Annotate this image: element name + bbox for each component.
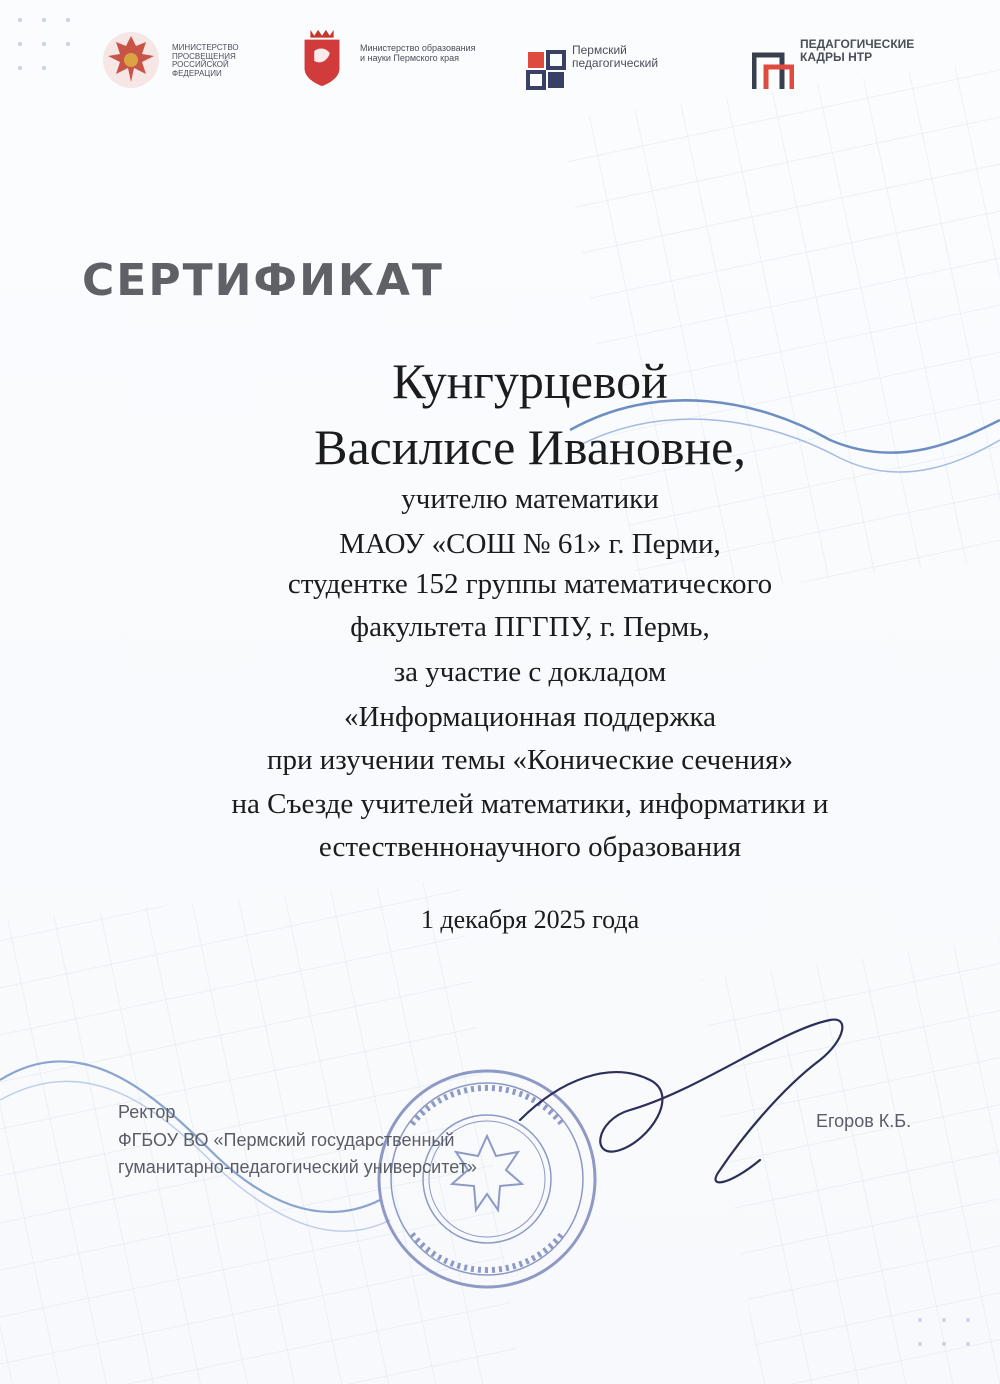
certificate-title: СЕРТИФИКАТ <box>82 255 444 306</box>
ministry-emblem-icon <box>98 28 164 92</box>
logo-ministry-prosv-text: МИНИСТЕРСТВО ПРОСВЕЩЕНИЯ РОССИЙСКОЙ ФЕДЕРАЦИИ <box>172 43 239 78</box>
recipient-name-line1: Кунгурцевой <box>392 353 668 409</box>
signer-org-line1: ФГБОУ ВО «Пермский государственный <box>118 1130 455 1150</box>
perm-pedagogical-logo-icon <box>526 38 566 102</box>
signer-name: Егоров К.Б. <box>816 1111 912 1131</box>
signer-position: Ректор <box>118 1102 176 1122</box>
certificate-text-line: естественнонаучного образования <box>318 831 742 863</box>
certificate-text-line: за участие с докладом <box>393 656 667 688</box>
ped-kadry-logo-icon <box>752 38 794 102</box>
certificate-text-line: факультета ПГГПУ, г. Пермь, <box>350 611 710 643</box>
certificate-text-line: студентке 152 группы математического <box>287 568 773 600</box>
certificate-date: 1 декабря 2025 года <box>420 905 640 934</box>
handwritten-signature-icon <box>500 1000 880 1200</box>
signer-org-line2: гуманитарно-педагогический университет» <box>118 1157 477 1177</box>
certificate-text-line: «Информационная поддержка <box>343 701 716 733</box>
certificate-text-line: МАОУ «СОШ № 61» г. Перми, <box>339 528 721 560</box>
logo-perm-ped-text: Пермский педагогический <box>572 43 659 70</box>
recipient-name-line2: Василисе Ивановне, <box>314 419 746 475</box>
certificate-text-line: на Съезде учителей математики, информатики и <box>231 788 829 820</box>
logo-ministry-perm-text: Министерство образования и науки Пермского края <box>360 43 476 63</box>
certificate-text-line: при изучении темы «Конические сечения» <box>267 744 793 776</box>
logo-ped-kadry-text: ПЕДАГОГИЧЕСКИЕ КАДРЫ НТР <box>800 37 915 64</box>
perm-coat-of-arms-icon <box>300 26 344 90</box>
certificate-text-line: учителю математики <box>401 483 659 515</box>
